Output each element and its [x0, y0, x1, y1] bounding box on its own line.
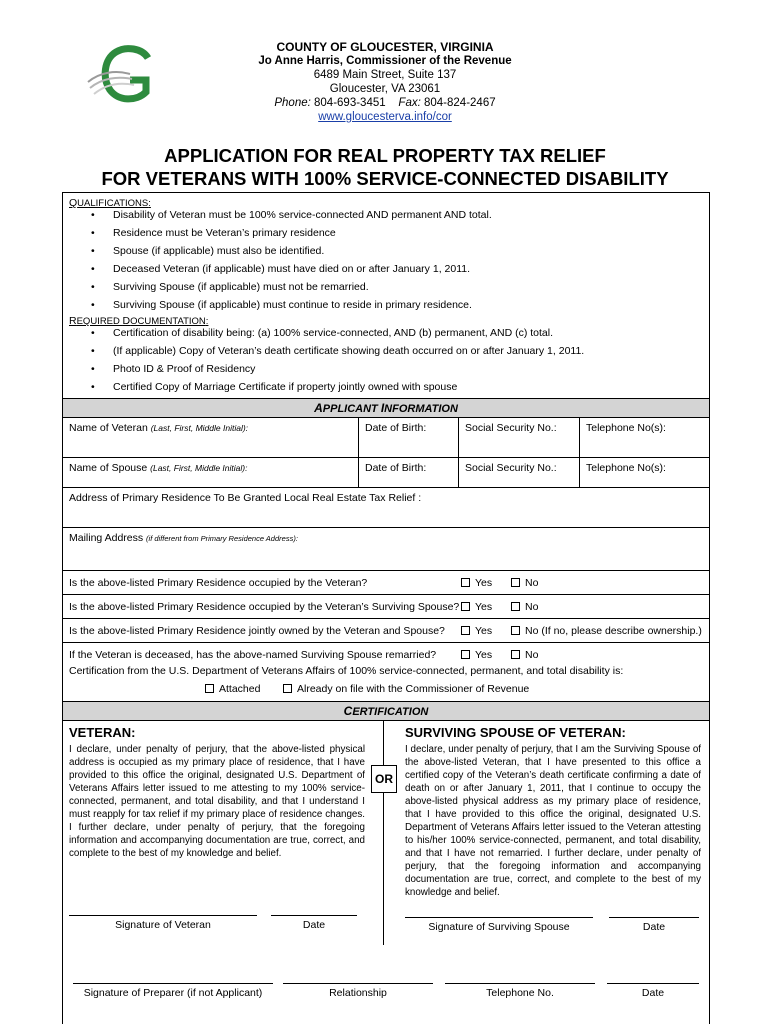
list-item: • Certification of disability being: (a) 100% service-connected, AND (b) permanent, AND (c) total. — [69, 327, 699, 345]
yes-checkbox[interactable]: Yes — [461, 649, 492, 661]
relationship-label: Relationship — [329, 987, 387, 999]
spouse-ssn-field[interactable]: Social Security No.: — [459, 458, 580, 488]
contact-numbers — [200, 96, 570, 110]
surviving-spouse-declaration: I declare, under penalty of perjury, that I am the Surviving Spouse of the above-listed Veteran, that I have presented to this office a certified copy of the Veteran’s death certificate confirming a date of death on or after January 1, 2011, that I continue to occupy the above-listed physical address as my primary place of residence, that I have provided to this office the original, designated U.S. Department of Veterans Affairs letter issued to the Veteran attesting to his/her 100% service-connected, permanent, and total disability, and that I have not remarried. I further declare, under penalty of perjury, that the foregoing information and accompanying documentation are true, correct, and complete to the best of my knowledge and belief. — [405, 744, 701, 898]
no-checkbox[interactable]: No — [511, 649, 538, 661]
question-text: If the Veteran is deceased, has the above-named Surviving Spouse remarried? — [69, 649, 437, 661]
list-item: • Disability of Veteran must be 100% service-connected AND permanent AND total. — [69, 209, 699, 227]
county-name: COUNTY OF GLOUCESTER, VIRGINIA — [276, 40, 494, 54]
spouse-phone-field[interactable]: Telephone No(s): — [580, 458, 709, 488]
certification-bar: CERTIFICATION — [63, 701, 709, 721]
question-row — [63, 619, 709, 643]
qualifications-heading: QUALIFICATIONS: — [69, 197, 151, 209]
list-item: • Deceased Veteran (if applicable) must have died on or after January 1, 2011. — [69, 263, 699, 281]
veteran-dob-field[interactable]: Date of Birth: — [359, 418, 459, 458]
phone-number: 804-693-3451 — [314, 97, 386, 109]
preparer-date-line[interactable] — [607, 983, 699, 984]
va-certification-text: Certification from the U.S. Department of Veterans Affairs of 100% service-connected, permanent, and total disability is: — [69, 665, 624, 677]
website-link[interactable]: www.gloucesterva.info/cor — [318, 111, 452, 123]
list-item: • Spouse (if applicable) must also be identified. — [69, 245, 699, 263]
spouse-dob-field[interactable]: Date of Birth: — [359, 458, 459, 488]
question-text: Is the above-listed Primary Residence occupied by the Veteran’s Surviving Spouse? — [69, 601, 460, 613]
list-item: • Surviving Spouse (if applicable) must not be remarried. — [69, 281, 699, 299]
no-checkbox[interactable]: No — [511, 601, 538, 613]
phone-label: Phone: — [274, 97, 311, 109]
veteran-signature-label: Signature of Veteran — [115, 919, 211, 931]
on-file-checkbox[interactable]: Already on file with the Commissioner of Revenue — [283, 683, 529, 695]
applicant-information-bar: APPLICANT INFORMATION — [63, 398, 709, 418]
attached-checkbox[interactable]: Attached — [205, 683, 260, 695]
yes-checkbox[interactable]: Yes — [461, 577, 492, 589]
preparer-telephone-label: Telephone No. — [486, 987, 554, 999]
or-separator: OR — [371, 765, 397, 793]
fax-number: 804-824-2467 — [424, 97, 496, 109]
commissioner-name: Jo Anne Harris, Commissioner of the Revenue — [258, 55, 512, 67]
veteran-name-field[interactable]: Name of Veteran (Last, First, Middle Initial): — [63, 418, 359, 458]
veteran-signature-line[interactable] — [69, 915, 257, 916]
column-divider — [383, 721, 384, 945]
gloucester-logo — [86, 44, 158, 108]
veteran-declaration: I declare, under penalty of perjury, that the above-listed physical address is occupied as my primary place of residence, that I have provided to this office the original, designated U.S. Department of Veterans Affairs letter issued to me attesting to my 100% service-connected, permanent, and total disability, and that I understand I must reapply for tax relief if my primary place of residence changes. I further declare, under penalty of perjury, that the foregoing information and accompanying documentation are true, correct, and complete to the best of my knowledge and belief. — [69, 744, 365, 859]
relationship-line[interactable] — [283, 983, 433, 984]
fax-label: Fax: — [398, 97, 421, 109]
title-line-1: APPLICATION FOR REAL PROPERTY TAX RELIEF — [164, 145, 606, 166]
list-item: • Surviving Spouse (if applicable) must continue to reside in primary residence. — [69, 299, 699, 317]
question-text: Is the above-listed Primary Residence occupied by the Veteran? — [69, 577, 368, 589]
list-item: • (If applicable) Copy of Veteran’s death certificate showing death occurred on or after January 1, 2011. — [69, 345, 699, 363]
form-body — [62, 192, 710, 1024]
no-checkbox[interactable]: No (If no, please describe ownership.) — [511, 625, 702, 637]
preparer-signature-label: Signature of Preparer (if not Applicant) — [83, 987, 263, 999]
preparer-telephone-line[interactable] — [445, 983, 595, 984]
primary-residence-address-field[interactable]: Address of Primary Residence To Be Granted Local Real Estate Tax Relief : — [63, 488, 709, 528]
veteran-date-label: Date — [302, 919, 326, 931]
yes-checkbox[interactable]: Yes — [461, 625, 492, 637]
spouse-date-label: Date — [642, 921, 666, 933]
documentation-heading: REQUIRED DOCUMENTATION: — [69, 315, 209, 327]
question-row — [63, 571, 709, 595]
documentation-list — [69, 327, 699, 399]
title-line-2: FOR VETERANS WITH 100% SERVICE-CONNECTED DISABILITY — [101, 168, 669, 189]
form-title — [30, 144, 740, 190]
spouse-name-field[interactable]: Name of Spouse (Last, First, Middle Initial): — [63, 458, 359, 488]
qualifications-section — [69, 197, 699, 399]
city-address: Gloucester, VA 23061 — [329, 83, 441, 95]
veteran-ssn-field[interactable]: Social Security No.: — [459, 418, 580, 458]
preparer-date-label: Date — [641, 987, 665, 999]
list-item: • Photo ID & Proof of Residency — [69, 363, 699, 381]
question-row — [63, 595, 709, 619]
question-text: Is the above-listed Primary Residence jointly owned by the Veteran and Spouse? — [69, 625, 445, 637]
spouse-date-line[interactable] — [609, 917, 699, 918]
office-header — [200, 40, 570, 124]
list-item: • Certified Copy of Marriage Certificate if property jointly owned with spouse — [69, 381, 699, 399]
veteran-phone-field[interactable]: Telephone No(s): — [580, 418, 709, 458]
question-row — [63, 643, 709, 667]
street-address: 6489 Main Street, Suite 137 — [313, 69, 457, 81]
surviving-spouse-heading: SURVIVING SPOUSE OF VETERAN: — [405, 725, 626, 740]
mailing-address-field[interactable]: Mailing Address (if different from Primary Residence Address): — [63, 528, 709, 571]
list-item: • Residence must be Veteran’s primary residence — [69, 227, 699, 245]
no-checkbox[interactable]: No — [511, 577, 538, 589]
spouse-signature-label: Signature of Surviving Spouse — [428, 921, 570, 933]
yes-checkbox[interactable]: Yes — [461, 601, 492, 613]
veteran-date-line[interactable] — [271, 915, 357, 916]
qualifications-list — [69, 209, 699, 317]
preparer-signature-line[interactable] — [73, 983, 273, 984]
veteran-heading: VETERAN: — [69, 725, 136, 740]
spouse-signature-line[interactable] — [405, 917, 593, 918]
